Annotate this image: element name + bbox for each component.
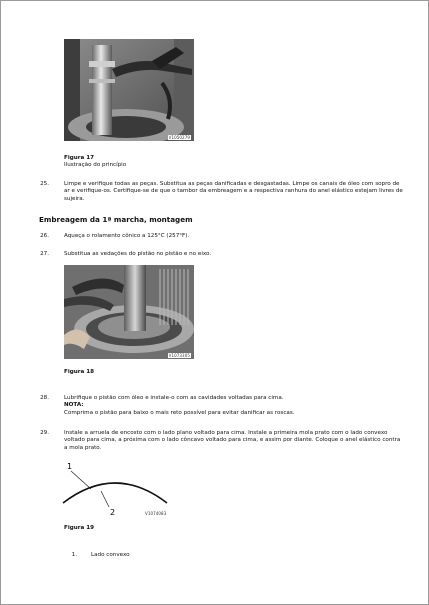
step-27-text: Substitua as vedações do pistão no pistão e no eixo. (64, 251, 212, 257)
note-text: Comprima o pistão para baixo o mais reto possível para evitar danificar as roscas. (64, 409, 295, 416)
figure-17-photo (64, 39, 194, 141)
step-28-body (64, 395, 394, 417)
figure-17-code: V1050279 (168, 135, 190, 140)
figure-18-code: V1073305 (168, 353, 190, 358)
step-28-text: Lubrifique o pistão com óleo e instale-o com as cavidades voltadas para cima. (64, 395, 284, 401)
figure-17-caption (64, 155, 126, 169)
step-29-number: 29. (40, 430, 49, 436)
figure-17-label: Figura 17 (64, 155, 94, 161)
step-25-text: Limpe e verifique todas as peças. Substitua as peças danificadas e desgastadas. Limpe os canais de óleo com sopro de ar e verifique-os. Certifique-se de que o tambor da embreagem e a respectiva ranhura do anel elástico estejam livres de sujeira. (64, 181, 403, 202)
step-25-number: 25. (40, 181, 49, 187)
figure-17-illustration (64, 39, 194, 141)
figure-18-photo (64, 265, 194, 359)
figure-19-code: V1074083 (145, 511, 167, 516)
step-28-number: 28. (40, 395, 49, 401)
figure-19-diagram (59, 459, 179, 519)
disc-spring-diagram (59, 459, 179, 519)
section-title: Embreagem da 1ª marcha, montagem (39, 215, 193, 224)
figure-18-label: Figura 18 (64, 369, 94, 375)
step-26-text: Aqueça o rolamento cônico a 125°C (257°F). (64, 233, 190, 239)
figure-19-label: Figura 19 (64, 525, 94, 531)
step-29-text: Instale a arruela de encosto com o lado plano voltado para cima. Instale a primeira mola prato com o lado convexo voltado para cima, a próxima com o lado côncavo voltado para cima, e assim por diante. Coloque o anel elástico contra a mola prato. (64, 430, 401, 451)
figure-19-caption (64, 525, 94, 532)
callout-2: 2 (110, 508, 116, 517)
list-item-1-text: Lado convexo (91, 552, 130, 558)
step-26-number: 26. (40, 233, 49, 239)
list-item-1-number: 1. (71, 552, 77, 558)
note-label: NOTA: (64, 402, 84, 409)
figure-18-illustration (64, 265, 194, 359)
figure-17-sublabel: Ilustração do princípio (64, 162, 127, 168)
callout-1: 1 (67, 462, 73, 471)
figure-18-caption (64, 369, 94, 376)
step-27-number: 27. (40, 251, 49, 257)
